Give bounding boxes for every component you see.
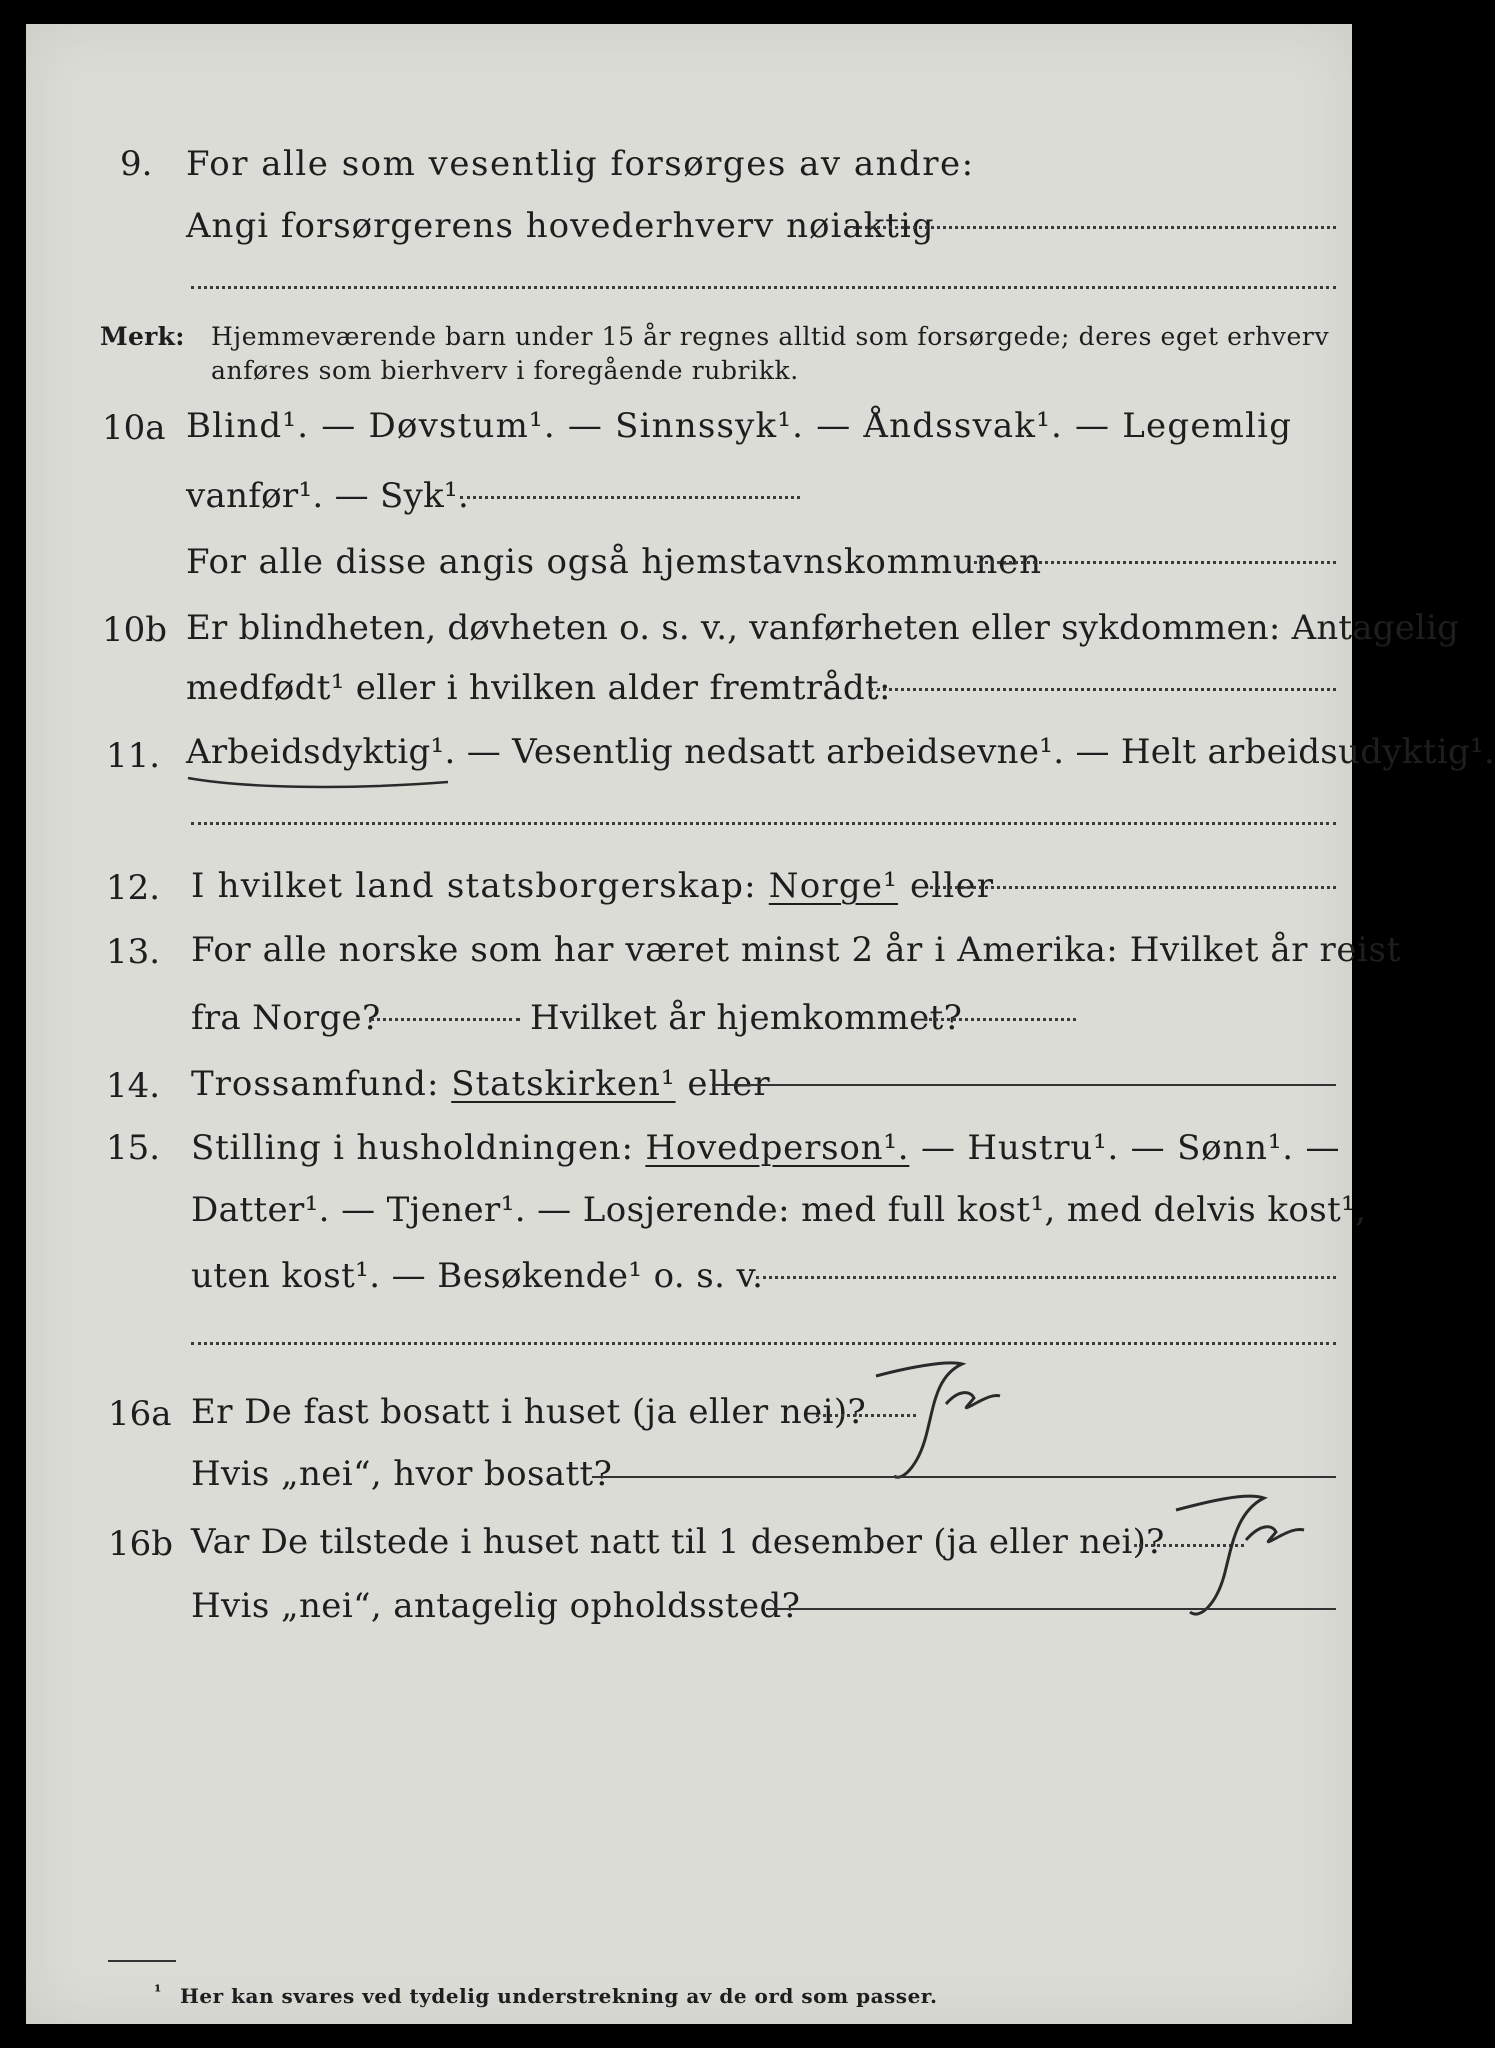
q12-option-norge[interactable]: Norge¹ bbox=[768, 866, 898, 906]
q15-answer-field-2[interactable] bbox=[191, 1342, 1336, 1345]
q11-number: 11. bbox=[106, 736, 161, 776]
census-form-page bbox=[26, 24, 1495, 2024]
q15-number: 15. bbox=[106, 1128, 161, 1168]
q15-prompt: Stilling i husholdningen: bbox=[191, 1128, 634, 1168]
q9-number: 9. bbox=[120, 144, 153, 184]
q15-line2[interactable]: Datter¹. — Tjener¹. — Losjerende: med full kost¹, med delvis kost¹, bbox=[191, 1190, 1367, 1230]
q16a-number: 16a bbox=[108, 1394, 172, 1434]
q12-eller: eller bbox=[910, 866, 995, 906]
q11-answer-field[interactable] bbox=[191, 822, 1336, 825]
q13-number: 13. bbox=[106, 932, 161, 972]
q16a-handwritten-answer bbox=[866, 1346, 1046, 1496]
q14-eller: eller bbox=[687, 1064, 771, 1104]
footnote-rule bbox=[108, 1960, 176, 1962]
q15-option-hovedperson[interactable]: Hovedperson¹. bbox=[645, 1128, 910, 1168]
footnote-mark: ¹ bbox=[154, 1982, 162, 2002]
q13-line1: For alle norske som har været minst 2 år i Amerika: Hvilket år reist bbox=[191, 930, 1401, 970]
q10a-line2: vanfør¹. — Syk¹. bbox=[186, 476, 470, 516]
q16b-handwritten-answer bbox=[1136, 1476, 1336, 1636]
q13-line2a: fra Norge? bbox=[191, 998, 381, 1038]
q10a-answer-field[interactable] bbox=[460, 496, 800, 499]
q10b-number: 10b bbox=[102, 610, 168, 650]
q13-year-left-field[interactable] bbox=[370, 1018, 520, 1021]
q14-number: 14. bbox=[106, 1066, 161, 1106]
q10a-line3: For alle disse angis også hjemstavnskommunen bbox=[186, 542, 1042, 582]
merk-line2: anføres som bierhverv i foregående rubrikk. bbox=[211, 356, 799, 385]
q9-line1: For alle som vesentlig forsørges av andre: bbox=[186, 144, 975, 184]
q12-prompt: I hvilket land statsborgerskap: bbox=[191, 866, 757, 906]
q9-line2: Angi forsørgerens hovederhverv nøiaktig bbox=[186, 206, 935, 246]
q15-options-rest[interactable]: — Hustru¹. — Sønn¹. — bbox=[921, 1128, 1341, 1168]
q16b-number: 16b bbox=[108, 1524, 174, 1564]
q11-option-arbeidsdyktig[interactable]: Arbeidsdyktig¹. bbox=[186, 732, 456, 772]
q16a-line1: Er De fast bosatt i huset (ja eller nei)? bbox=[191, 1392, 867, 1432]
q11-options-rest[interactable]: — Vesentlig nedsatt arbeidsevne¹. — Helt arbeidsudyktig¹. bbox=[466, 732, 1495, 772]
q14-option-statskirken[interactable]: Statskirken¹ bbox=[451, 1064, 676, 1104]
q9-answer-field-2[interactable] bbox=[191, 286, 1336, 289]
q14-prompt: Trossamfund: bbox=[191, 1064, 440, 1104]
q10a-number: 10a bbox=[102, 408, 166, 448]
q10a-municipality-field[interactable] bbox=[974, 561, 1336, 564]
q14-answer-field[interactable] bbox=[712, 1084, 1336, 1086]
q12-line bbox=[191, 866, 994, 906]
q16b-line1: Var De tilstede i huset natt til 1 desember (ja eller nei)? bbox=[191, 1522, 1165, 1562]
q10b-line2: medfødt¹ eller i hvilken alder fremtrådt: bbox=[186, 668, 891, 708]
footnote-text: Her kan svares ved tydelig understrekning av de ord som passer. bbox=[180, 1984, 938, 2008]
q10a-line1: Blind¹. — Døvstum¹. — Sinnssyk¹. — Åndssvak¹. — Legemlig bbox=[186, 406, 1293, 446]
q15-line1 bbox=[191, 1128, 1340, 1168]
q13-year-returned-field[interactable] bbox=[924, 1018, 1076, 1021]
q11-line bbox=[186, 732, 1495, 772]
q16b-location-field[interactable] bbox=[766, 1608, 1336, 1610]
q16a-line2: Hvis „nei“, hvor bosatt? bbox=[191, 1454, 613, 1494]
q10b-line1: Er blindheten, døvheten o. s. v., vanførheten eller sykdommen: Antagelig bbox=[186, 608, 1460, 648]
q9-answer-field[interactable] bbox=[846, 226, 1336, 229]
q16b-line2: Hvis „nei“, antagelig opholdssted? bbox=[191, 1586, 801, 1626]
q11-handwritten-underline bbox=[184, 768, 454, 798]
q12-answer-field[interactable] bbox=[930, 886, 1336, 889]
q14-line bbox=[191, 1064, 771, 1104]
q13-line2b: Hvilket år hjemkommet? bbox=[530, 998, 963, 1038]
q15-line3[interactable]: uten kost¹. — Besøkende¹ o. s. v. bbox=[191, 1256, 764, 1296]
q10b-answer-field[interactable] bbox=[870, 688, 1336, 691]
q15-answer-field[interactable] bbox=[756, 1276, 1336, 1279]
merk-line1: Hjemmeværende barn under 15 år regnes alltid som forsørgede; deres eget erhverv bbox=[211, 322, 1330, 351]
q12-number: 12. bbox=[106, 868, 161, 908]
merk-label: Merk: bbox=[100, 322, 185, 351]
